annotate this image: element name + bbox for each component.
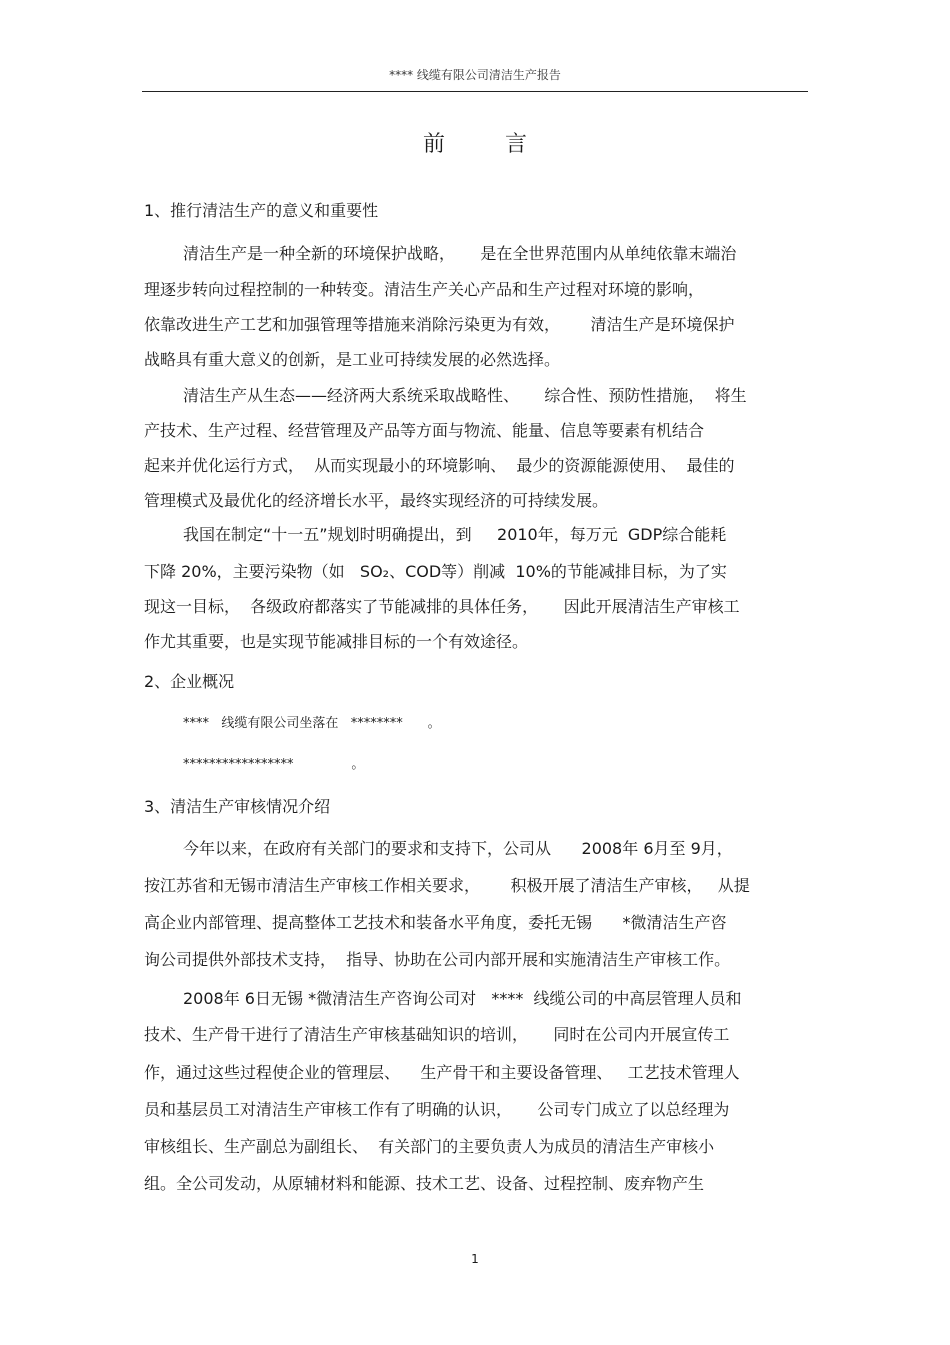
paragraph-line: 按江苏省和无锡市清洁生产审核工作相关要求， 积极开展了清洁生产审核， 从提 [144, 876, 750, 895]
paragraph-line: 清洁生产从生态——经济两大系统采取战略性、 综合性、预防性措施， 将生 [183, 386, 747, 405]
section-heading-1: 1、推行清洁生产的意义和重要性 [144, 201, 379, 220]
paragraph-line: 员和基层员工对清洁生产审核工作有了明确的认识， 公司专门成立了以总经理为 [144, 1100, 730, 1119]
page-number: 1 [471, 1252, 479, 1266]
paragraph-line: 清洁生产是一种全新的环境保护战略， 是在全世界范围内从单纯依靠末端治 [183, 244, 737, 263]
paragraph-line: 今年以来，在政府有关部门的要求和支持下，公司从 2008年 6月至 9月， [183, 839, 733, 858]
paragraph-line: 战略具有重大意义的创新，是工业可持续发展的必然选择。 [144, 350, 561, 369]
paragraph-line: 组。全公司发动，从原辅材料和能源、技术工艺、设备、过程控制、废弃物产生 [144, 1174, 705, 1193]
paragraph-line: 现这一目标， 各级政府都落实了节能减排的具体任务， 因此开展清洁生产审核工 [144, 597, 740, 616]
section-heading-3: 3、清洁生产审核情况介绍 [144, 797, 331, 816]
paragraph-line: 我国在制定“十一五”规划时明确提出，到 2010年，每万元 GDP综合能耗 [183, 525, 727, 544]
paragraph-line: 技术、生产骨干进行了清洁生产审核基础知识的培训， 同时在公司内开展宣传工 [144, 1025, 730, 1044]
header-divider [142, 91, 808, 92]
paragraph-line: 作尤其重要，也是实现节能减排目标的一个有效途径。 [144, 632, 529, 651]
section-heading-2: 2、企业概况 [144, 672, 235, 691]
paragraph-line: 管理模式及最优化的经济增长水平，最终实现经济的可持续发展。 [144, 491, 609, 510]
paragraph-line: **** 线缆有限公司坐落在 ******** 。 [183, 716, 441, 731]
paragraph-line: 理逐步转向过程控制的一种转变。清洁生产关心产品和生产过程对环境的影响， [144, 280, 705, 299]
paragraph-line: 审核组长、生产副总为副组长、 有关部门的主要负责人为成员的清洁生产审核小 [144, 1137, 715, 1156]
paragraph-line: 作，通过这些过程使企业的管理层、 生产骨干和主要设备管理、 工艺技术管理人 [144, 1063, 740, 1082]
paragraph-line: ***************** 。 [183, 757, 365, 772]
paragraph-line: 依靠改进生产工艺和加强管理等措施来消除污染更为有效， 清洁生产是环境保护 [144, 315, 735, 334]
paragraph-line: 下降 20%，主要污染物（如 SO₂、COD等）削减 10%的节能减排目标，为了实 [144, 562, 727, 581]
paragraph-line: 高企业内部管理、提高整体工艺技术和装备水平角度，委托无锡 *微清洁生产咨 [144, 913, 727, 932]
page-title: 前言 [422, 132, 587, 157]
paragraph-line: 询公司提供外部技术支持， 指导、协助在公司内部开展和实施清洁生产审核工作。 [144, 950, 731, 969]
paragraph-line: 2008年 6日无锡 *微清洁生产咨询公司对 **** 线缆公司的中高层管理人员和 [183, 989, 742, 1008]
header-text: **** 线缆有限公司清洁生产报告 [389, 68, 561, 82]
paragraph-line: 产技术、生产过程、经营管理及产品等方面与物流、能量、信息等要素有机结合 [144, 421, 705, 440]
paragraph-line: 起来并优化运行方式， 从而实现最小的环境影响、 最少的资源能源使用、 最佳的 [144, 456, 735, 475]
